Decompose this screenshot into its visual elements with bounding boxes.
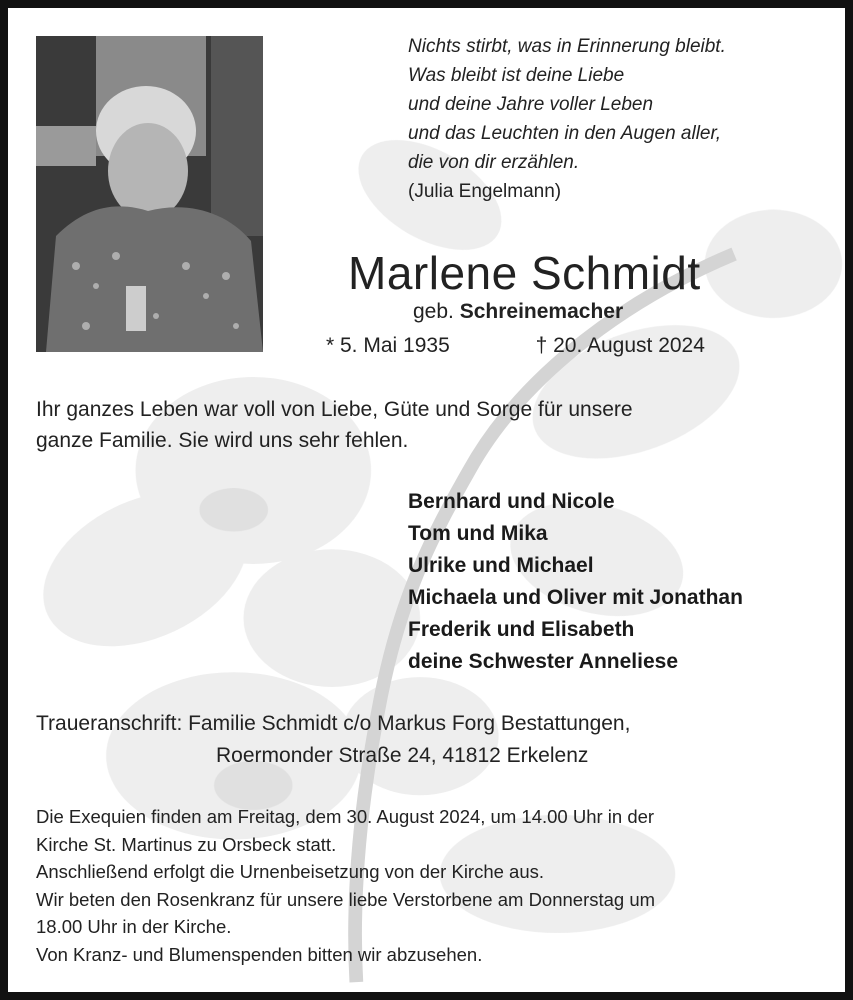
- address-line: Roermonder Straße 24, 41812 Erkelenz: [216, 744, 589, 767]
- service-info: [36, 803, 655, 968]
- born-prefix: geb.: [413, 300, 454, 323]
- service-line: Die Exequien finden am Freitag, dem 30. August 2024, um 14.00 Uhr in der: [36, 806, 655, 827]
- tribute-text: [36, 394, 816, 456]
- poem-line: und deine Jahre voller Leben: [408, 94, 654, 115]
- family-member: deine Schwester Anneliese: [408, 650, 678, 673]
- poem-line: und das Leuchten in den Augen aller,: [408, 123, 722, 144]
- poem-line: die von dir erzählen.: [408, 152, 580, 173]
- poem-author: (Julia Engelmann): [408, 181, 562, 202]
- family-list: [408, 486, 743, 678]
- birth-date: * 5. Mai 1935: [326, 334, 450, 357]
- tribute-line: ganze Familie. Sie wird uns sehr fehlen.: [36, 429, 409, 452]
- family-member: Frederik und Elisabeth: [408, 618, 635, 641]
- family-member: Bernhard und Nicole: [408, 490, 615, 513]
- poem: [408, 32, 726, 206]
- life-dates: [326, 334, 705, 358]
- service-line: Von Kranz- und Blumenspenden bitten wir abzusehen.: [36, 943, 483, 965]
- service-line: Kirche St. Martinus zu Orsbeck statt.: [36, 833, 337, 855]
- poem-line: Nichts stirbt, was in Erinnerung bleibt.: [408, 36, 726, 57]
- tribute-line: Ihr ganzes Leben war voll von Liebe, Güte und Sorge für unsere: [36, 398, 633, 421]
- maiden-name: Schreinemacher: [459, 300, 624, 323]
- service-line: Wir beten den Rosenkranz für unsere liebe Verstorbene am Donnerstag um: [36, 888, 656, 910]
- family-member: Ulrike und Michael: [408, 554, 594, 577]
- service-line: 18.00 Uhr in der Kirche.: [36, 916, 232, 937]
- poem-line: Was bleibt ist deine Liebe: [408, 65, 625, 86]
- death-date: † 20. August 2024: [535, 334, 705, 357]
- family-member: Tom und Mika: [408, 522, 548, 545]
- portrait-photo: [36, 36, 263, 352]
- family-member: Michaela und Oliver mit Jonathan: [408, 586, 743, 609]
- maiden-name-line: [413, 300, 623, 324]
- service-line: Anschließend erfolgt die Urnenbeisetzung von der Kirche aus.: [36, 861, 545, 882]
- address-line: Traueranschrift: Familie Schmidt c/o Markus Forg Bestattungen,: [36, 712, 631, 735]
- deceased-name: Marlene Schmidt: [348, 247, 701, 299]
- mourning-address: [36, 708, 630, 772]
